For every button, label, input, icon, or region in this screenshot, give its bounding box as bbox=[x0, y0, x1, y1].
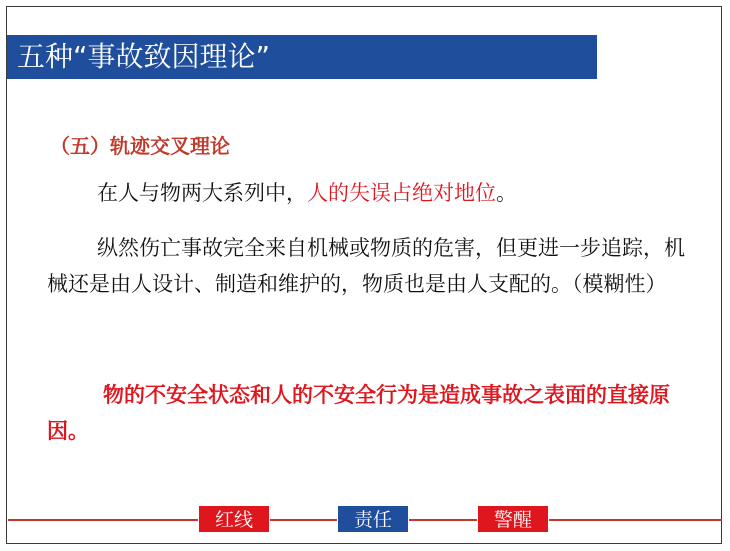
paragraph-1 bbox=[47, 175, 687, 211]
paragraph-2: 纵然伤亡事故完全来自机械或物质的危害，但更进一步追踪，机械还是由人设计、制造和维护的，物质也是由人支配的。（模糊性） bbox=[47, 236, 685, 296]
paragraph-3: 物的不安全状态和人的不安全行为是造成事故之表面的直接原因。 bbox=[47, 383, 670, 443]
slide-title: 五种“事故致因理论” bbox=[7, 35, 597, 79]
paragraph-1-text: 在人与物两大系列中， bbox=[97, 181, 307, 205]
red-line-button[interactable]: 红线 bbox=[198, 505, 270, 533]
section-heading: （五）轨迹交叉理论 bbox=[50, 134, 230, 158]
paragraph-1-highlight: 人的失误占绝对地位 bbox=[307, 181, 496, 205]
responsibility-button[interactable]: 责任 bbox=[337, 505, 409, 533]
alert-button[interactable]: 警醒 bbox=[477, 505, 549, 533]
paragraph-1-end: 。 bbox=[496, 181, 517, 205]
